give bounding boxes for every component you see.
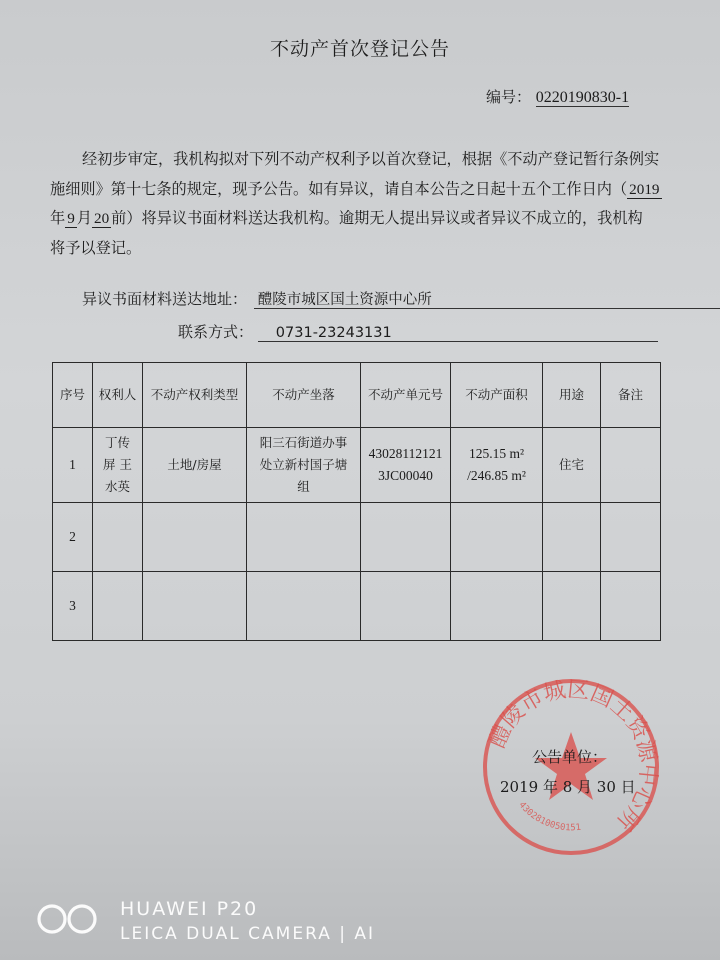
area-cell [451,428,543,503]
paragraph-line-2-text: 施细则》第十七条的规定，现予公告。如有异议，请自本公告之日起十五个工作日内（ [50,179,628,198]
holder-cell [93,428,143,503]
header-cell-note: 备注 [601,363,661,428]
header-cell-right-type: 不动产权利类型 [143,363,247,428]
header-cell-use: 用途 [543,363,601,428]
address-label: 异议书面材料送达地址： [82,290,248,308]
empty-cell [451,572,543,641]
document-number [486,86,629,107]
location-line: 处立新村国子塘 [259,457,348,472]
seal-code-path: 4302810050151 [516,800,582,834]
use-cell: 住宅 [543,428,601,503]
area-line: /246.85 m² [467,468,526,483]
watermark-model: HUAWEI P20 [120,898,259,920]
empty-cell [361,572,451,641]
empty-cell [451,503,543,572]
header-cell-unit-no: 不动产单元号 [361,363,451,428]
empty-cell [247,572,361,641]
deadline-month: 9 [67,210,75,227]
paragraph-line-3-text: 前）将异议书面材料送达我机构。逾期无人提出异议或者异议不成立的，我机构 [111,209,643,227]
unit-number-cell [361,428,451,503]
page-title: 不动产首次登记公告 [269,38,450,60]
paragraph-line-1: 经初步审定，我机构拟对下列不动产权利予以首次登记，根据《不动产登记暂行条例实 [82,150,660,168]
registration-table [52,362,661,641]
row-number: 1 [53,428,93,503]
location-line: 组 [297,479,310,494]
right-type-cell: 土地/房屋 [143,428,247,503]
note-cell [601,428,661,503]
contact-underline [258,341,658,342]
header-cell-no: 序号 [53,363,93,428]
contact-field [178,321,392,342]
seal-code [516,800,581,833]
deadline-year: 2019 [629,180,660,198]
table-header-row [53,363,661,428]
holder-line: 水英 [104,479,130,494]
empty-cell [93,572,143,641]
contact-label: 联系方式： [178,323,254,341]
unit-number-line: 43028112121 [368,446,443,461]
empty-cell [601,572,661,641]
signer-label: 公告单位： [532,748,608,766]
row-number: 3 [53,572,93,641]
table-row [53,428,661,503]
location-cell [247,428,361,503]
issue-date: 2019 年 8 月 30 日 [500,778,636,796]
notice-paragraph [50,145,670,263]
empty-cell [143,572,247,641]
paragraph-line-2 [50,175,670,205]
paragraph-line-3 [50,204,670,234]
address-underline [254,308,720,309]
holder-line: 屏 王 [103,457,132,472]
paragraph-line-4: 将予以登记。 [50,238,142,257]
deadline-day: 20 [93,210,110,227]
address-value: 醴陵市城区国土资源中心所 [257,292,432,308]
header-cell-holder: 权利人 [93,363,143,428]
header-cell-location: 不动产坐落 [247,363,361,428]
paragraph-line-3-month-unit: 月 [76,209,92,227]
empty-cell [93,503,143,572]
empty-cell [247,503,361,572]
table-row [53,572,661,641]
empty-cell [543,503,601,572]
empty-cell [601,503,661,572]
camera-rings-icon [36,902,100,936]
empty-cell [143,503,247,572]
address-field [82,288,432,309]
official-seal [476,672,666,862]
header-cell-area: 不动产面积 [451,363,543,428]
empty-cell [543,572,601,641]
seal-text-path: 醴陵市城区国土资源中心所 [484,677,661,835]
document-number-value: 0220190830-1 [535,89,630,106]
area-line: 125.15 m² [468,446,525,461]
empty-cell [361,503,451,572]
contact-value: 0731-23243131 [275,325,392,341]
paragraph-line-3-prefix: 年 [50,209,66,227]
holder-line: 丁传 [104,435,130,450]
watermark-camera: LEICA DUAL CAMERA | AI [120,924,376,944]
table-row [53,503,661,572]
unit-number-line: 3JC00040 [378,468,433,483]
document-number-label: 编号： [486,88,532,106]
row-number: 2 [53,503,93,572]
location-line: 阳三石街道办事 [259,435,348,450]
